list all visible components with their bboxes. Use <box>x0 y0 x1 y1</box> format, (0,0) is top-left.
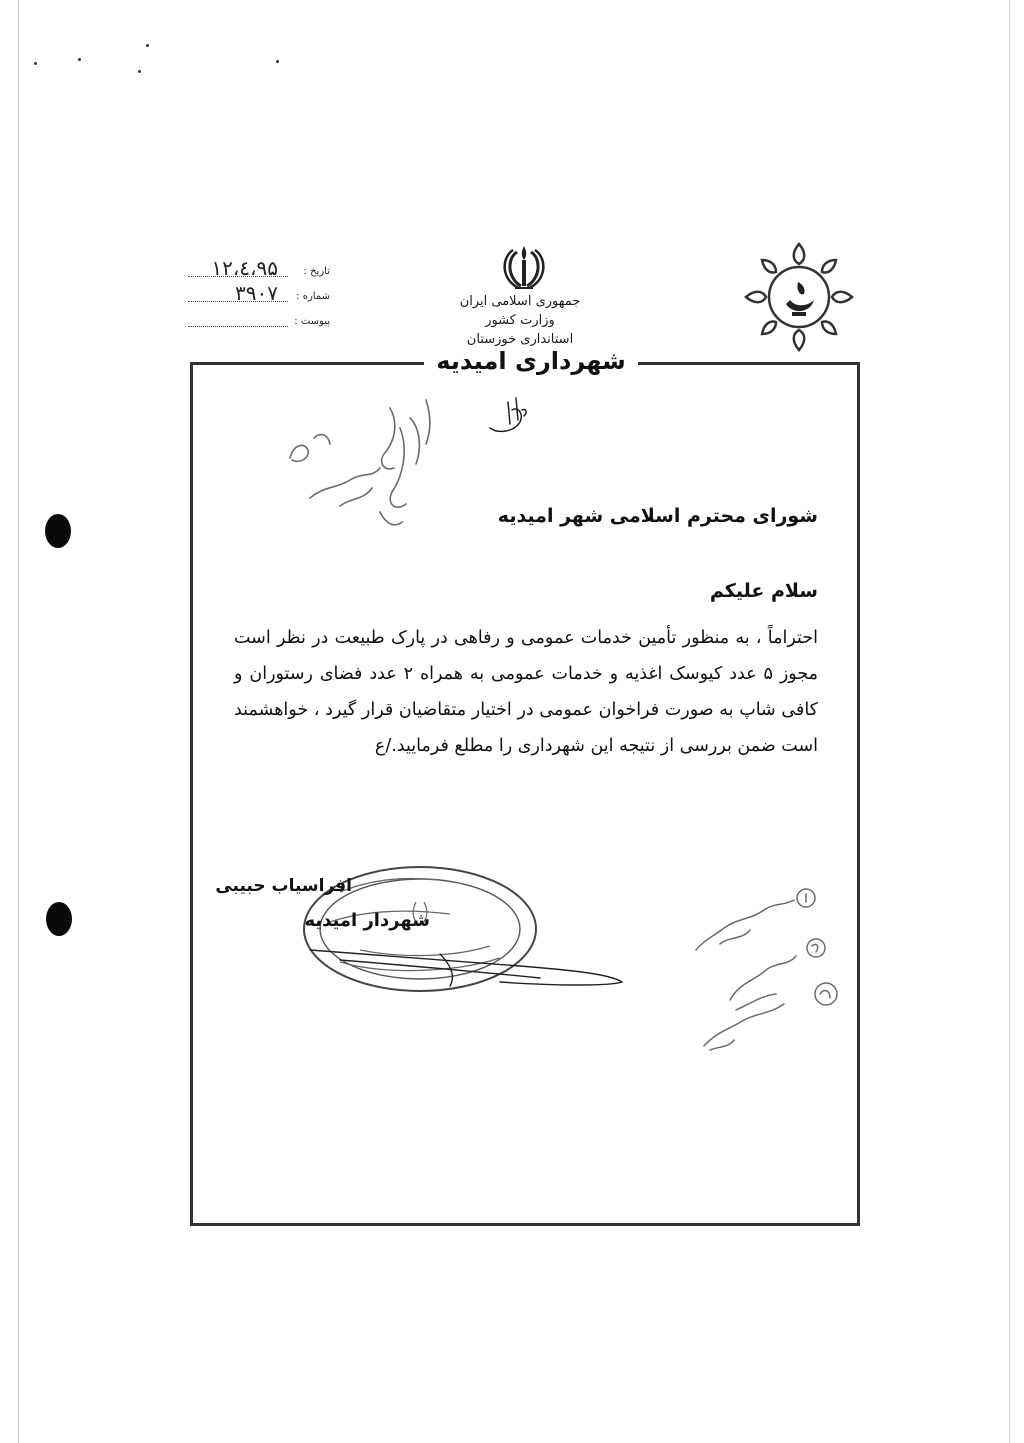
meta-label: شماره : <box>296 291 330 302</box>
scan-speck <box>34 62 37 65</box>
meta-date-row <box>180 258 360 283</box>
letter-meta <box>180 258 360 333</box>
handwritten-note-right <box>680 870 860 1060</box>
municipality-logo-icon <box>740 238 858 356</box>
page-edge <box>1009 0 1010 1443</box>
scan-speck <box>138 70 141 73</box>
signer-title: شهردار امیدیه <box>304 910 430 931</box>
signer-name: افراسیاب حبیبی <box>215 876 352 896</box>
meta-line <box>188 326 288 327</box>
letterhead-line: جمهوری اسلامی ایران <box>459 294 581 309</box>
organization-title: شهرداری امیدیه <box>424 347 638 383</box>
page-edge <box>18 0 19 1443</box>
scan-speck <box>146 44 149 47</box>
letter-body: احتراماً ، به منظور تأمین خدمات عمومی و رفاهی در پارک طبیعت در نظر است مجوز ۵ عدد کیوسک اغذیه و خدمات عمومی به همراه ۲ عدد فضای رستوران و کافی شاپ به صورت فراخوان عمومی در اختیار متقاضیان قرار گیرد ، خواهشمند است ضمن بررسی از نتیجه این شهرداری را مطلع فرمایید./ع <box>234 628 818 756</box>
initial-signature <box>484 392 534 436</box>
handwritten-note-top <box>280 388 460 538</box>
meta-value: ۹۵،٤،۱۲ <box>211 256 278 280</box>
letterhead-line: استانداری خوزستان <box>466 332 574 347</box>
letter-greeting: سلام علیکم <box>709 580 818 602</box>
punch-hole <box>46 902 72 936</box>
handwritten-signature <box>300 920 630 1000</box>
letter-recipient: شورای محترم اسلامی شهر امیدیه <box>497 505 818 527</box>
scan-speck <box>276 60 279 63</box>
meta-number-row <box>180 283 360 308</box>
punch-hole <box>45 514 71 548</box>
meta-value: ۳۹۰۷ <box>235 281 278 305</box>
meta-label: تاریخ : <box>303 266 330 277</box>
meta-attachment-row <box>180 308 360 333</box>
scan-speck <box>78 58 81 61</box>
letterhead-line: وزارت کشور <box>485 313 555 328</box>
letterhead-lines <box>420 292 620 349</box>
iran-emblem-icon <box>497 242 551 292</box>
meta-label: پیوست : <box>294 316 330 327</box>
